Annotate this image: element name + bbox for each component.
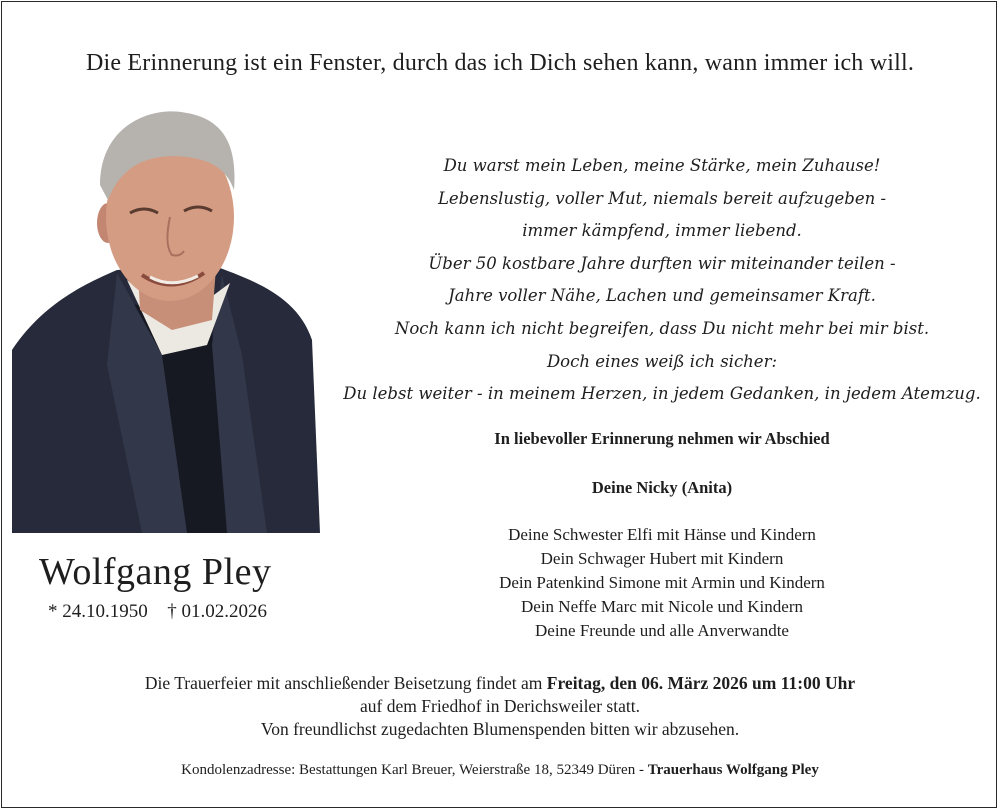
condolence-prefix: Kondolenzadresse: Bestattungen Karl Breuer, Weierstraße 18, 52349 Düren - bbox=[181, 762, 648, 778]
poem-line: immer kämpfend, immer liebend. bbox=[522, 221, 802, 241]
family-member: Dein Schwager Hubert mit Kindern bbox=[540, 549, 784, 568]
service-location: auf dem Friedhof in Derichsweiler statt. bbox=[360, 696, 640, 716]
obituary-card bbox=[1, 1, 997, 808]
service-info bbox=[2, 672, 998, 741]
family-member: Deine Schwester Elfi mit Hänse und Kindern bbox=[508, 525, 816, 544]
poem-line: Du warst mein Leben, meine Stärke, mein Zuhause! bbox=[443, 156, 881, 175]
family-member: Deine Freunde und alle Anverwandte bbox=[535, 621, 789, 640]
family-list bbox=[322, 523, 1000, 643]
condolence-house: Trauerhaus Wolfgang Pley bbox=[647, 762, 819, 778]
poem-line: Jahre voller Nähe, Lachen und gemeinsamer Kraft. bbox=[448, 286, 876, 306]
poem-line: Doch eines weiß ich sicher: bbox=[546, 351, 778, 371]
life-dates bbox=[48, 601, 267, 623]
birth-date: 24.10.1950 bbox=[62, 601, 148, 622]
family-member: Dein Neffe Marc mit Nicole und Kindern bbox=[521, 597, 803, 616]
portrait-image bbox=[12, 105, 320, 533]
portrait-photo bbox=[12, 105, 320, 533]
service-line-date bbox=[2, 672, 998, 695]
poem-line: Lebenslustig, voller Mut, niemals bereit aufzugeben - bbox=[437, 188, 887, 208]
death-date: 01.02.2026 bbox=[181, 601, 267, 622]
family-member: Dein Patenkind Simone mit Armin und Kindern bbox=[499, 573, 825, 592]
farewell-statement: In liebevoller Erinnerung nehmen wir Abschied bbox=[494, 429, 830, 448]
poem-line: Über 50 kostbare Jahre durften wir miteinander teilen - bbox=[428, 253, 896, 273]
service-datetime: Freitag, den 06. März 2026 um 11:00 Uhr bbox=[546, 673, 856, 693]
service-intro: Die Trauerfeier mit anschließender Beisetzung findet am bbox=[144, 673, 547, 693]
deceased-name: Wolfgang Pley bbox=[39, 551, 272, 593]
motto-quote: Die Erinnerung ist ein Fenster, durch das ich Dich sehen kann, wann immer ich will. bbox=[85, 50, 915, 76]
condolence-address bbox=[2, 762, 998, 779]
death-symbol: † bbox=[167, 601, 177, 622]
poem-line: Noch kann ich nicht begreifen, dass Du nicht mehr bei mir bist. bbox=[394, 318, 930, 338]
poem bbox=[322, 150, 1000, 411]
flower-notice: Von freundlichst zugedachten Blumenspenden bitten wir abzusehen. bbox=[260, 719, 740, 739]
birth-symbol: * bbox=[48, 601, 58, 622]
signer-name: Deine Nicky (Anita) bbox=[591, 478, 733, 497]
poem-line: Du lebst weiter - in meinem Herzen, in jedem Gedanken, in jedem Atemzug. bbox=[343, 384, 981, 404]
